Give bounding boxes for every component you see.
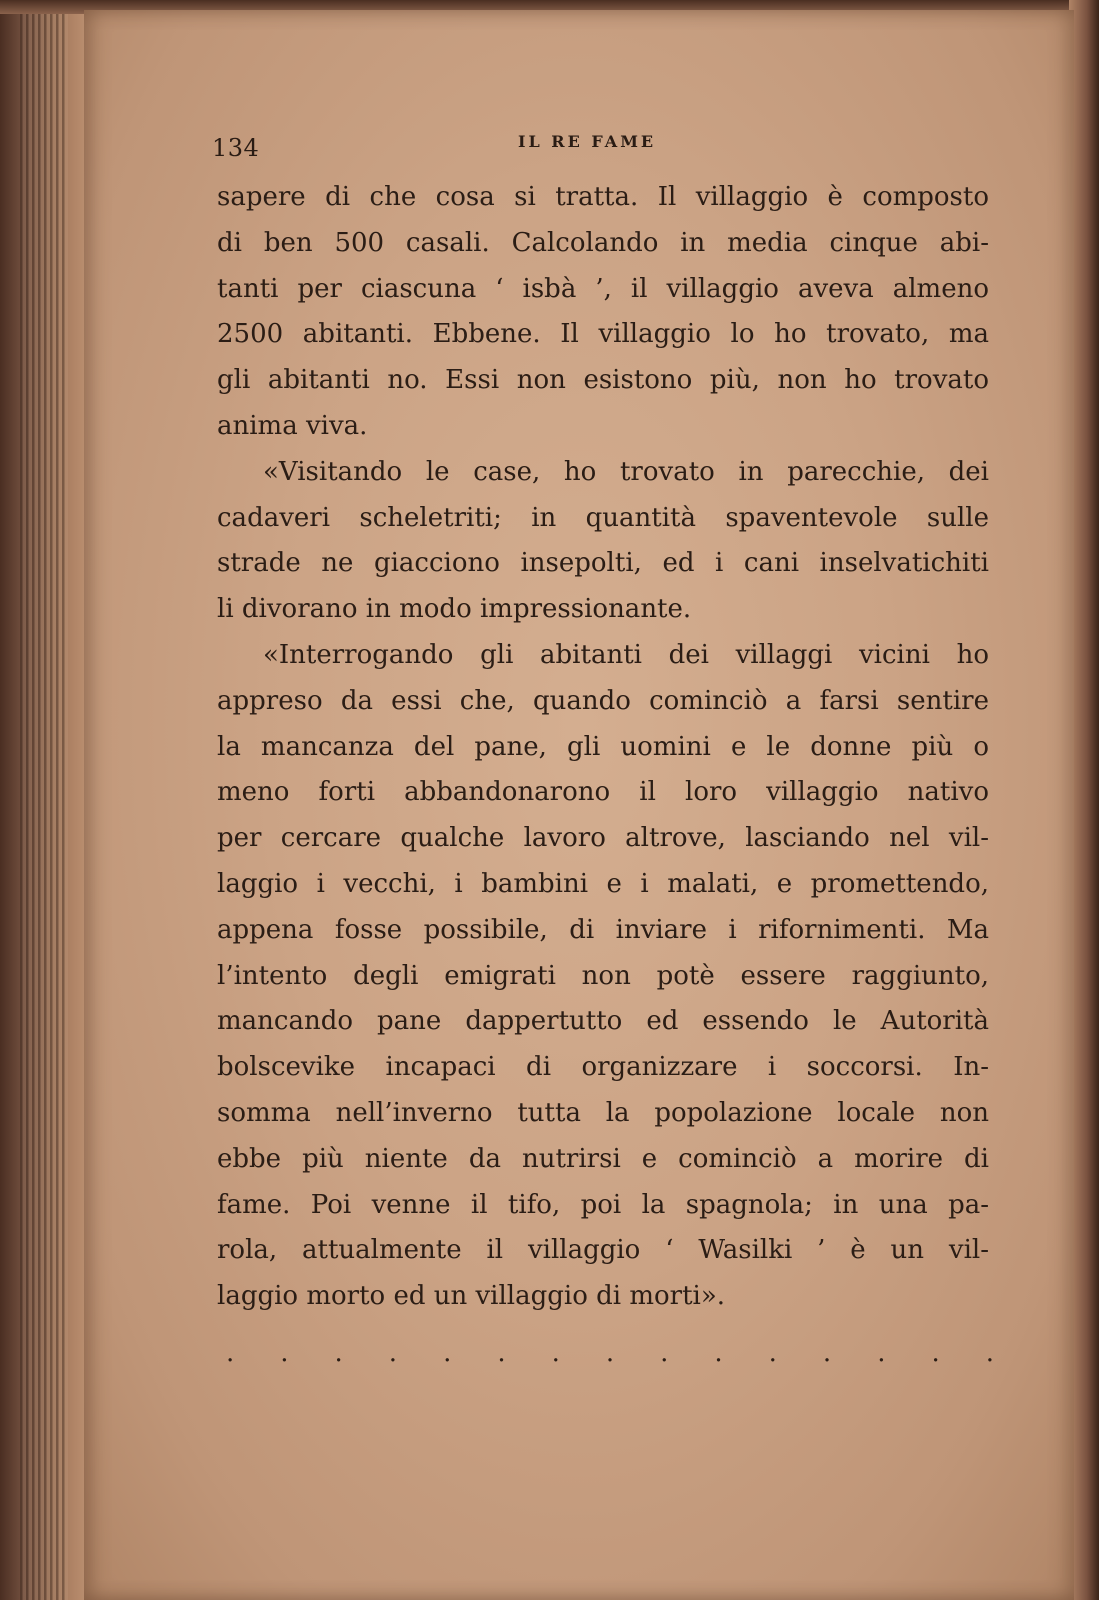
text-line: strade ne giacciono insepolti, ed i cani inselvatichiti	[217, 548, 989, 579]
ellipsis-dot: .	[280, 1338, 289, 1368]
ellipsis-dot: .	[714, 1338, 723, 1368]
text-line: laggio morto ed un villaggio di morti».	[217, 1281, 726, 1312]
ellipsis-dot: .	[768, 1338, 777, 1368]
ellipsis-dots-row	[226, 1338, 994, 1368]
text-line: bolscevike incapaci di organizzare i soccorsi. In-	[217, 1052, 989, 1083]
text-line: mancando pane dappertutto ed essendo le Autorità	[217, 1006, 989, 1037]
page-number: 134	[212, 134, 260, 162]
text-line: l’intento degli emigrati non potè essere raggiunto,	[217, 960, 989, 991]
running-title: IL RE FAME	[518, 132, 657, 151]
ellipsis-dot: .	[551, 1338, 560, 1368]
book-spine-edge	[0, 0, 92, 1600]
text-line: anima viva.	[217, 410, 368, 441]
text-line: «Interrogando gli abitanti dei villaggi vicini ho	[263, 639, 989, 670]
text-line: gli abitanti no. Essi non esistono più, non ho trovato	[217, 365, 989, 396]
ellipsis-dot: .	[388, 1338, 398, 1368]
ellipsis-dot: .	[985, 1338, 994, 1368]
ellipsis-dot: .	[877, 1338, 886, 1368]
ellipsis-dot: .	[443, 1338, 452, 1368]
text-line: sapere di che cosa si tratta. Il villaggio è composto	[217, 182, 989, 212]
text-line: tanti per ciascuna ‘ isbà ’, il villaggio aveva almeno	[217, 273, 989, 304]
text-line: li divorano in modo impressionante.	[217, 594, 692, 625]
text-line: per cercare qualche lavoro altrove, lasciando nel vil-	[217, 823, 989, 854]
ellipsis-dot: .	[822, 1338, 832, 1368]
text-line: 2500 abitanti. Ebbene. Il villaggio lo ho trovato, ma	[217, 319, 989, 350]
text-line: cadaveri scheletriti; in quantità spaventevole sulle	[217, 502, 989, 533]
text-line: di ben 500 casali. Calcolando in media cinque abi-	[217, 227, 989, 258]
ellipsis-dot: .	[931, 1338, 940, 1368]
text-line: meno forti abbandonarono il loro villaggio nativo	[217, 777, 989, 808]
body-text	[217, 175, 989, 1320]
text-line: appena fosse possibile, di inviare i rifornimenti. Ma	[217, 914, 989, 945]
ellipsis-dot: .	[660, 1338, 669, 1368]
text-line: rola, attualmente il villaggio ‘ Wasilki ’ è un vil-	[217, 1235, 989, 1266]
ellipsis-dot: .	[497, 1338, 506, 1368]
text-line: «Visitando le case, ho trovato in parecchie, dei	[263, 456, 989, 487]
ellipsis-dot: .	[226, 1338, 235, 1368]
text-line: la mancanza del pane, gli uomini e le donne più o	[217, 731, 989, 762]
text-line: somma nell’inverno tutta la popolazione locale non	[217, 1097, 989, 1128]
ellipsis-dot: .	[605, 1338, 615, 1368]
text-line: laggio i vecchi, i bambini e i malati, e promettendo,	[217, 868, 989, 899]
text-line: fame. Poi venne il tifo, poi la spagnola; in una pa-	[217, 1189, 989, 1220]
ellipsis-dot: .	[334, 1338, 343, 1368]
page-header	[0, 126, 1099, 166]
text-line: ebbe più niente da nutrirsi e cominciò a morire di	[217, 1143, 989, 1174]
text-line: appreso da essi che, quando cominciò a farsi sentire	[217, 685, 989, 716]
